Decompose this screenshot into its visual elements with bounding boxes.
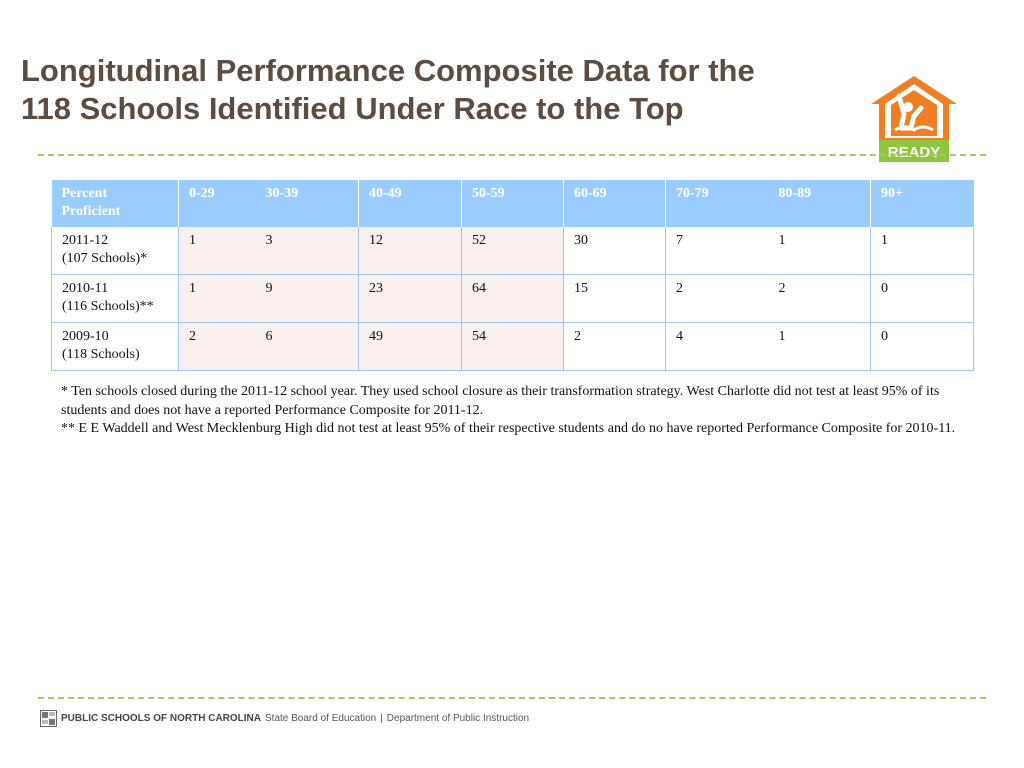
performance-table (51, 180, 974, 371)
cell-60-69: 15 (564, 275, 666, 323)
table-header-row (52, 180, 974, 227)
footnotes (61, 383, 966, 439)
cell-40-49: 23 (359, 275, 462, 323)
table-row (52, 227, 974, 275)
title-line-1: Longitudinal Performance Composite Data for the (21, 53, 755, 88)
header-80-89: 80-89 (769, 180, 871, 227)
cell-40-49: 49 (359, 323, 462, 371)
cell-90-plus: 1 (871, 227, 974, 275)
footer-org: PUBLIC SCHOOLS OF NORTH CAROLINA (61, 712, 261, 724)
cell-80-89: 2 (769, 275, 871, 323)
ready-house-logo-icon (871, 74, 957, 166)
footer-department: Department of Public Instruction (386, 712, 530, 724)
cell-50-59: 54 (462, 323, 564, 371)
footer-separator: | (380, 712, 383, 724)
row-year: 2011-12 (62, 233, 109, 248)
cell-30-39: 6 (256, 323, 359, 371)
row-label (52, 275, 179, 323)
cell-50-59: 52 (462, 227, 564, 275)
cell-30-39: 3 (256, 227, 359, 275)
top-divider (38, 154, 986, 156)
cell-70-79: 4 (666, 323, 769, 371)
cell-40-49: 12 (359, 227, 462, 275)
title-line-2: 118 Schools Identified Under Race to the Top (21, 91, 684, 126)
footnote-2: ** E E Waddell and West Mecklenburg High did not test at least 95% of their respective students and do no have reported Performance Composite for 2010-11. (61, 421, 956, 436)
row-schools: (116 Schools)** (62, 299, 154, 314)
row-label (52, 227, 179, 275)
table-row (52, 323, 974, 371)
cell-0-29: 2 (179, 323, 256, 371)
table-row (52, 275, 974, 323)
row-year: 2010-11 (62, 281, 109, 296)
header-percent-proficient: Percent Proficient (52, 180, 179, 227)
cell-70-79: 7 (666, 227, 769, 275)
header-90-plus: 90+ (871, 180, 974, 227)
header-70-79: 70-79 (666, 180, 769, 227)
cell-50-59: 64 (462, 275, 564, 323)
bottom-divider (38, 697, 986, 699)
row-schools: (107 Schools)* (62, 251, 148, 266)
cell-80-89: 1 (769, 227, 871, 275)
header-30-39: 30-39 (256, 180, 359, 227)
page-title (21, 52, 755, 128)
logo-text: READY (887, 144, 941, 161)
cell-90-plus: 0 (871, 275, 974, 323)
cell-60-69: 2 (564, 323, 666, 371)
row-year: 2009-10 (62, 329, 109, 344)
cell-0-29: 1 (179, 227, 256, 275)
cell-70-79: 2 (666, 275, 769, 323)
footnote-1: * Ten schools closed during the 2011-12 school year. They used school closure as their transformation strategy. West Charlotte did not test at least 95% of its students and does not have a reported Performance Composite for 2011-12. (61, 384, 940, 418)
header-50-59: 50-59 (462, 180, 564, 227)
header-0-29: 0-29 (179, 180, 256, 227)
cell-90-plus: 0 (871, 323, 974, 371)
row-schools: (118 Schools) (62, 347, 140, 362)
nc-seal-icon (40, 710, 57, 727)
header-40-49: 40-49 (359, 180, 462, 227)
footer (40, 709, 529, 727)
cell-60-69: 30 (564, 227, 666, 275)
cell-0-29: 1 (179, 275, 256, 323)
row-label (52, 323, 179, 371)
cell-30-39: 9 (256, 275, 359, 323)
cell-80-89: 1 (769, 323, 871, 371)
header-60-69: 60-69 (564, 180, 666, 227)
footer-board: State Board of Education (265, 712, 377, 724)
